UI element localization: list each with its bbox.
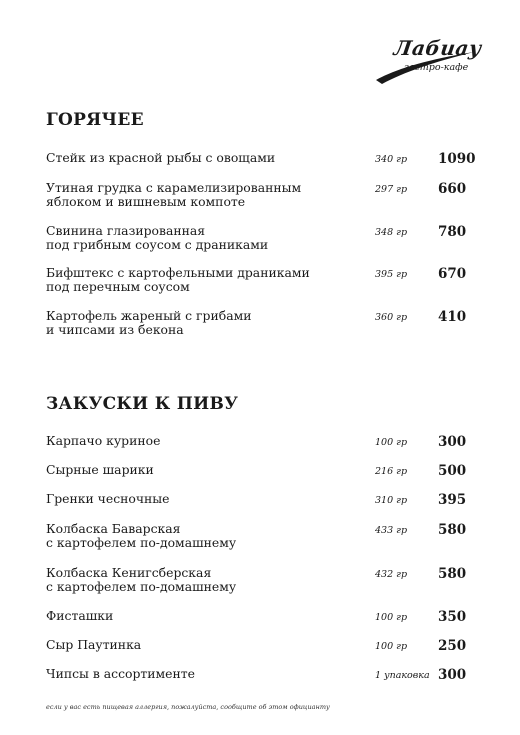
item-name: Колбаска Баварская с картофелем по-домашнему <box>46 521 237 550</box>
item-weight: 340 гр <box>375 154 408 165</box>
item-weight: 348 гр <box>375 227 408 238</box>
item-price: 395 <box>438 492 467 508</box>
item-price: 670 <box>438 266 467 282</box>
item-weight: 360 гр <box>375 312 408 323</box>
item-name: Чипсы в ассортименте <box>46 666 195 681</box>
item-price: 300 <box>438 667 467 683</box>
item-price: 250 <box>438 638 467 654</box>
item-name: Стейк из красной рыбы с овощами <box>46 150 276 165</box>
item-weight: 100 гр <box>375 437 408 448</box>
item-weight: 1 упаковка <box>375 670 430 681</box>
item-price: 350 <box>438 609 467 625</box>
item-price: 1090 <box>438 151 476 167</box>
logo-tagline: гастро-кафе <box>404 62 469 73</box>
section-title-hot: ГОРЯЧЕЕ <box>46 110 144 130</box>
item-name: Гренки чесночные <box>46 491 170 506</box>
item-price: 410 <box>438 309 467 325</box>
item-weight: 100 гр <box>375 641 408 652</box>
item-name: Картофель жареный с грибами и чипсами из бекона <box>46 308 252 337</box>
item-weight: 433 гр <box>375 525 408 536</box>
item-weight: 297 гр <box>375 184 408 195</box>
item-name: Сыр Паутинка <box>46 637 142 652</box>
item-name: Утиная грудка с карамелизированным яблоком и вишневым компоте <box>46 180 302 209</box>
allergy-note: если у вас есть пищевая аллергия, пожалуйста, сообщите об этом официанту <box>46 703 330 711</box>
item-price: 500 <box>438 463 467 479</box>
section-title-beer-snacks: ЗАКУСКИ К ПИВУ <box>46 394 239 414</box>
item-price: 580 <box>438 522 467 538</box>
item-name: Сырные шарики <box>46 462 154 477</box>
item-price: 300 <box>438 434 467 450</box>
item-weight: 432 гр <box>375 569 408 580</box>
item-price: 780 <box>438 224 467 240</box>
item-name: Карпачо куриное <box>46 433 161 448</box>
item-weight: 395 гр <box>375 269 408 280</box>
cafe-logo <box>374 30 484 86</box>
item-weight: 100 гр <box>375 612 408 623</box>
item-name: Бифштекс с картофельными драниками под перечным соусом <box>46 265 310 294</box>
item-price: 660 <box>438 181 467 197</box>
item-price: 580 <box>438 566 467 582</box>
item-weight: 310 гр <box>375 495 408 506</box>
item-name: Колбаска Кенигсберская с картофелем по-домашнему <box>46 565 237 594</box>
item-name: Фисташки <box>46 608 114 623</box>
item-name: Свинина глазированная под грибным соусом с драниками <box>46 223 269 252</box>
item-weight: 216 гр <box>375 466 408 477</box>
logo-name: Лабиау <box>392 36 484 60</box>
